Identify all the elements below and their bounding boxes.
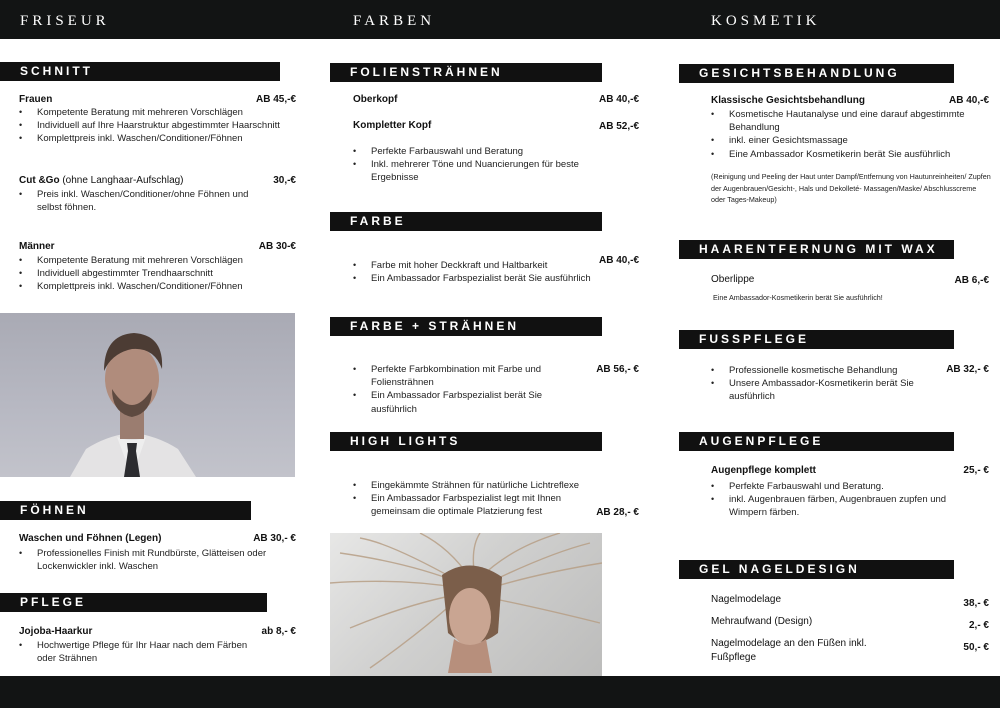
- header-bar: [0, 0, 1000, 39]
- list-item: • Komplettpreis inkl. Waschen/Conditioner/Föhnen: [19, 280, 304, 293]
- item-title-kompletter-kopf: Kompletter Kopf: [353, 120, 432, 131]
- bullet-list-cut-go: [19, 188, 269, 214]
- man-portrait-image: [0, 313, 295, 477]
- item-title-oberkopf: Oberkopf: [353, 94, 398, 105]
- list-item: • Inkl. mehrerer Töne und Nuancierungen für beste Ergebnisse: [353, 158, 598, 184]
- section-heading-gesichtsbehandlung: GESICHTSBEHANDLUNG: [679, 64, 954, 83]
- section-heading-highlights: HIGH LIGHTS: [330, 432, 602, 451]
- bullet-list-maenner: [19, 254, 304, 294]
- price-nagelmodelage: 38,- €: [963, 598, 989, 609]
- price-farbe: AB 40,-€: [598, 255, 639, 266]
- item-title-nagelmodelage-fuesse: Nagelmodelage an den Füßen inkl. Fußpflege: [711, 638, 867, 663]
- item-title-mehraufwand-design: Mehraufwand (Design): [711, 616, 813, 627]
- bullet-list-folienstraehnen: [353, 145, 598, 185]
- bullet-list-highlights: [353, 479, 598, 519]
- note-gesichtsbehandlung: (Reinigung und Peeling der Haut unter Dampf/Entfernung von Hautunreinheiten/ Zupfen der Augenbrauen/Gesicht-, Hals und Dekolleté- Massagen/Maske/ Abschlusscreme oder Tages-Makeup): [711, 172, 991, 204]
- bullet-list-augenpflege: [711, 480, 956, 520]
- item-title-oberlippe: Oberlippe: [711, 274, 755, 285]
- section-heading-gel-nageldesign: GEL NAGELDESIGN: [679, 560, 954, 579]
- bullet-list-farbe-straehnen: [353, 363, 568, 416]
- column-title-farben: FARBEN: [353, 13, 436, 29]
- section-heading-schnitt: SCHNITT: [0, 62, 280, 81]
- list-item: • Professionelles Finish mit Rundbürste, Glätteisen oder Lockenwickler inkl. Waschen: [19, 547, 269, 573]
- list-item: • Farbe mit hoher Deckkraft und Haltbarkeit: [353, 259, 613, 272]
- man-portrait-illustration: [0, 313, 295, 477]
- list-item: • Unsere Ambassador-Kosmetikerin berät Sie ausführlich: [711, 377, 936, 403]
- price-waschen-foehnen: AB 30,- €: [253, 533, 296, 544]
- list-item: • Komplettpreis inkl. Waschen/Conditioner/Föhnen: [19, 132, 304, 145]
- bullet-list-gesichtsbehandlung: [711, 108, 976, 161]
- price-augenpflege: 25,- €: [963, 465, 989, 476]
- item-title-maenner: Männer: [19, 241, 55, 252]
- price-farbe-straehnen: AB 56,- €: [596, 364, 639, 375]
- list-item: • Eine Ambassador Kosmetikerin berät Sie ausführlich: [711, 148, 976, 161]
- section-heading-folienstraehnen: FOLIENSTRÄHNEN: [330, 63, 602, 82]
- item-title-frauen: Frauen: [19, 94, 53, 105]
- list-item: • inkl. einer Gesichtsmassage: [711, 134, 976, 147]
- price-maenner: AB 30-€: [258, 241, 296, 252]
- bullet-list-pflege: [19, 639, 249, 665]
- footer-bar: [0, 676, 1000, 708]
- section-heading-pflege: PFLEGE: [0, 593, 267, 612]
- list-item: • Perfekte Farbauswahl und Beratung: [353, 145, 598, 158]
- section-heading-foehnen: FÖHNEN: [0, 501, 251, 520]
- price-frauen: AB 45,-€: [255, 94, 296, 105]
- bullet-list-frauen: [19, 106, 304, 146]
- list-item: • Kompetente Beratung mit mehreren Vorschlägen: [19, 106, 304, 119]
- list-item: • Preis inkl. Waschen/Conditioner/ohne Föhnen und selbst föhnen.: [19, 188, 269, 214]
- bullet-list-farbe: [353, 259, 613, 285]
- price-highlights: AB 28,- €: [596, 507, 639, 518]
- list-item: • Ein Ambassador Farbspezialist berät Sie ausführlich: [353, 389, 568, 415]
- item-title-cut-go: [19, 175, 184, 186]
- column-title-friseur: FRISEUR: [20, 13, 110, 29]
- price-oberkopf: AB 40,-€: [598, 94, 639, 105]
- list-item: • Perfekte Farbkombination mit Farbe und Foliensträhnen: [353, 363, 568, 389]
- section-heading-farbe: FARBE: [330, 212, 602, 231]
- item-title-jojoba: Jojoba-Haarkur: [19, 626, 93, 637]
- item-title-nagelmodelage: Nagelmodelage: [711, 594, 782, 605]
- price-kompletter-kopf: AB 52,-€: [598, 121, 639, 132]
- section-heading-fusspflege: FUSSPFLEGE: [679, 330, 954, 349]
- item-title-waschen-foehnen: Waschen und Föhnen (Legen): [19, 533, 162, 544]
- section-heading-farbe-straehnen: FARBE + STRÄHNEN: [330, 317, 602, 336]
- bullet-list-foehnen: [19, 547, 269, 573]
- column-title-kosmetik: KOSMETIK: [711, 13, 821, 29]
- section-heading-augenpflege: AUGENPFLEGE: [679, 432, 954, 451]
- list-item: • Individuell abgestimmter Trendhaarschnitt: [19, 267, 304, 280]
- list-item: • Eingekämmte Strähnen für natürliche Lichtreflexe: [353, 479, 598, 492]
- item-title-cut-go-note: (ohne Langhaar-Aufschlag): [59, 175, 184, 186]
- price-oberlippe: AB 6,-€: [954, 275, 989, 286]
- price-fusspflege: AB 32,- €: [946, 364, 989, 375]
- price-cut-go: 30,-€: [273, 175, 296, 186]
- note-haarentfernung: Eine Ambassador-Kosmetikerin berät Sie ausführlich!: [713, 293, 883, 302]
- list-item: • Perfekte Farbauswahl und Beratung.: [711, 480, 956, 493]
- section-heading-haarentfernung-wax: HAARENTFERNUNG MIT WAX: [679, 240, 954, 259]
- price-nagelmodelage-fuesse: 50,- €: [963, 642, 989, 653]
- price-jojoba: ab 8,- €: [261, 626, 296, 637]
- list-item: • Hochwertige Pflege für Ihr Haar nach dem Färben oder Strähnen: [19, 639, 249, 665]
- list-item: • inkl. Augenbrauen färben, Augenbrauen zupfen und Wimpern färben.: [711, 493, 956, 519]
- item-title-augenpflege-komplett: Augenpflege komplett: [711, 465, 817, 476]
- woman-hair-image: [330, 533, 602, 676]
- list-item: • Ein Ambassador Farbspezialist berät Sie ausführlich: [353, 272, 613, 285]
- list-item: • Kompetente Beratung mit mehreren Vorschlägen: [19, 254, 304, 267]
- item-title-cut-go-main: Cut &Go: [19, 175, 60, 186]
- list-item: • Individuell auf Ihre Haarstruktur abgestimmter Haarschnitt: [19, 119, 304, 132]
- list-item: • Ein Ambassador Farbspezialist legt mit Ihnen gemeinsam die optimale Platzierung fest: [353, 492, 598, 518]
- list-item: • Kosmetische Hautanalyse und eine darauf abgestimmte Behandlung: [711, 108, 976, 134]
- price-gesichtsbehandlung: AB 40,-€: [948, 95, 989, 106]
- price-mehraufwand-design: 2,- €: [968, 620, 989, 631]
- bullet-list-fusspflege: [711, 364, 936, 404]
- woman-hair-illustration: [330, 533, 602, 676]
- list-item: • Professionelle kosmetische Behandlung: [711, 364, 936, 377]
- item-title-klassische-gesichtsbehandlung: Klassische Gesichtsbehandlung: [711, 95, 865, 106]
